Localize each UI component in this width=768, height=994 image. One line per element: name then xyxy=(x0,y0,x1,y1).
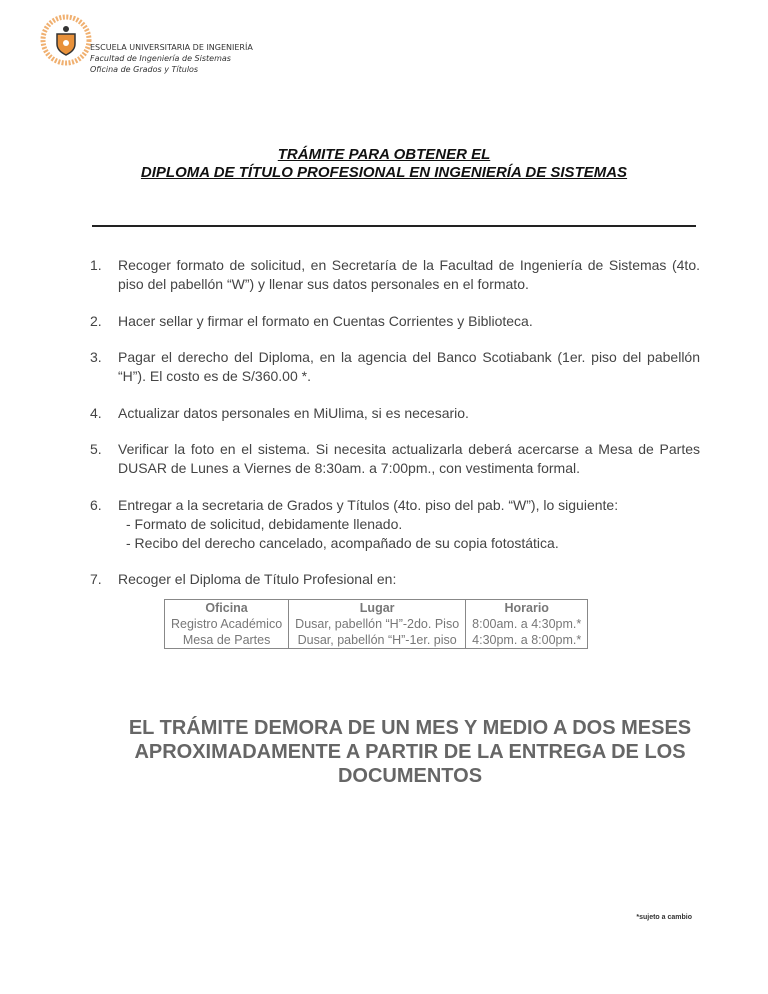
sub-item: - Recibo del derecho cancelado, acompañado de su copia fotostática. xyxy=(126,535,559,551)
header-oficina: Oficina xyxy=(165,600,289,617)
page-title xyxy=(0,146,768,182)
cell: Dusar, pabellón “H”-2do. Piso xyxy=(289,616,466,632)
cell: Mesa de Partes xyxy=(165,632,289,649)
header-horario: Horario xyxy=(466,600,588,617)
university-logo xyxy=(40,14,92,66)
step-1 xyxy=(90,256,700,294)
step-number: 5. xyxy=(90,441,102,457)
cell: 8:00am. a 4:30pm.* xyxy=(466,616,588,632)
step-number: 1. xyxy=(90,257,102,273)
title-line-2: DIPLOMA DE TÍTULO PROFESIONAL EN INGENIERÍA DE SISTEMAS xyxy=(140,164,628,181)
step-number: 6. xyxy=(90,497,102,513)
pickup-table xyxy=(164,599,588,649)
step-text: Hacer sellar y firmar el formato en Cuentas Corrientes y Biblioteca. xyxy=(118,313,533,329)
step-text: Recoger formato de solicitud, en Secretaría de la Facultad de Ingeniería de Sistemas (4to. piso del pabellón “W”) y llenar sus datos personales en el formato. xyxy=(118,257,700,292)
table-row xyxy=(165,632,588,649)
step-number: 2. xyxy=(90,313,102,329)
school-name: ESCUELA UNIVERSITARIA DE INGENIERÍA xyxy=(90,43,253,52)
step-text: Pagar el derecho del Diploma, en la agencia del Banco Scotiabank (1er. piso del pabellón “H”). El costo es de S/360.00 *. xyxy=(118,349,700,384)
step-number: 3. xyxy=(90,349,102,365)
step-7 xyxy=(90,570,700,589)
footnote: *sujeto a cambio xyxy=(636,914,692,921)
step-text: Actualizar datos personales en MiUlima, si es necesario. xyxy=(118,405,469,421)
step-5 xyxy=(90,440,700,478)
institution-header xyxy=(90,42,253,75)
cell: 4:30pm. a 8:00pm.* xyxy=(466,632,588,649)
step-text xyxy=(118,496,700,553)
sub-item: - Formato de solicitud, debidamente llenado. xyxy=(126,516,403,532)
faculty-name: Facultad de Ingeniería de Sistemas xyxy=(90,54,231,63)
step-3 xyxy=(90,348,700,386)
office-name: Oficina de Grados y Títulos xyxy=(90,65,199,74)
cell: Dusar, pabellón “H”-1er. piso xyxy=(289,632,466,649)
step-4 xyxy=(90,404,700,423)
step-text: Recoger el Diploma de Título Profesional en: xyxy=(118,571,397,587)
divider xyxy=(92,225,696,227)
step-number: 4. xyxy=(90,405,102,421)
step-6 xyxy=(90,496,700,553)
header-lugar: Lugar xyxy=(289,600,466,617)
cell: Registro Académico xyxy=(165,616,289,632)
step-text: Verificar la foto en el sistema. Si necesita actualizarla deberá acercarse a Mesa de Partes DUSAR de Lunes a Viernes de 8:30am. a 7:00pm., con vestimenta formal. xyxy=(118,441,700,476)
step-6-text: Entregar a la secretaria de Grados y Títulos (4to. piso del pab. “W”), lo siguiente: xyxy=(118,497,619,513)
step-2 xyxy=(90,312,700,331)
table-row xyxy=(165,616,588,632)
title-line-1: TRÁMITE PARA OBTENER EL xyxy=(277,146,491,163)
table-header xyxy=(165,600,588,617)
step-number: 7. xyxy=(90,571,102,587)
processing-time-notice: EL TRÁMITE DEMORA DE UN MES Y MEDIO A DOS MESES APROXIMADAMENTE A PARTIR DE LA ENTREGA DE LOS DOCUMENTOS xyxy=(128,717,692,787)
